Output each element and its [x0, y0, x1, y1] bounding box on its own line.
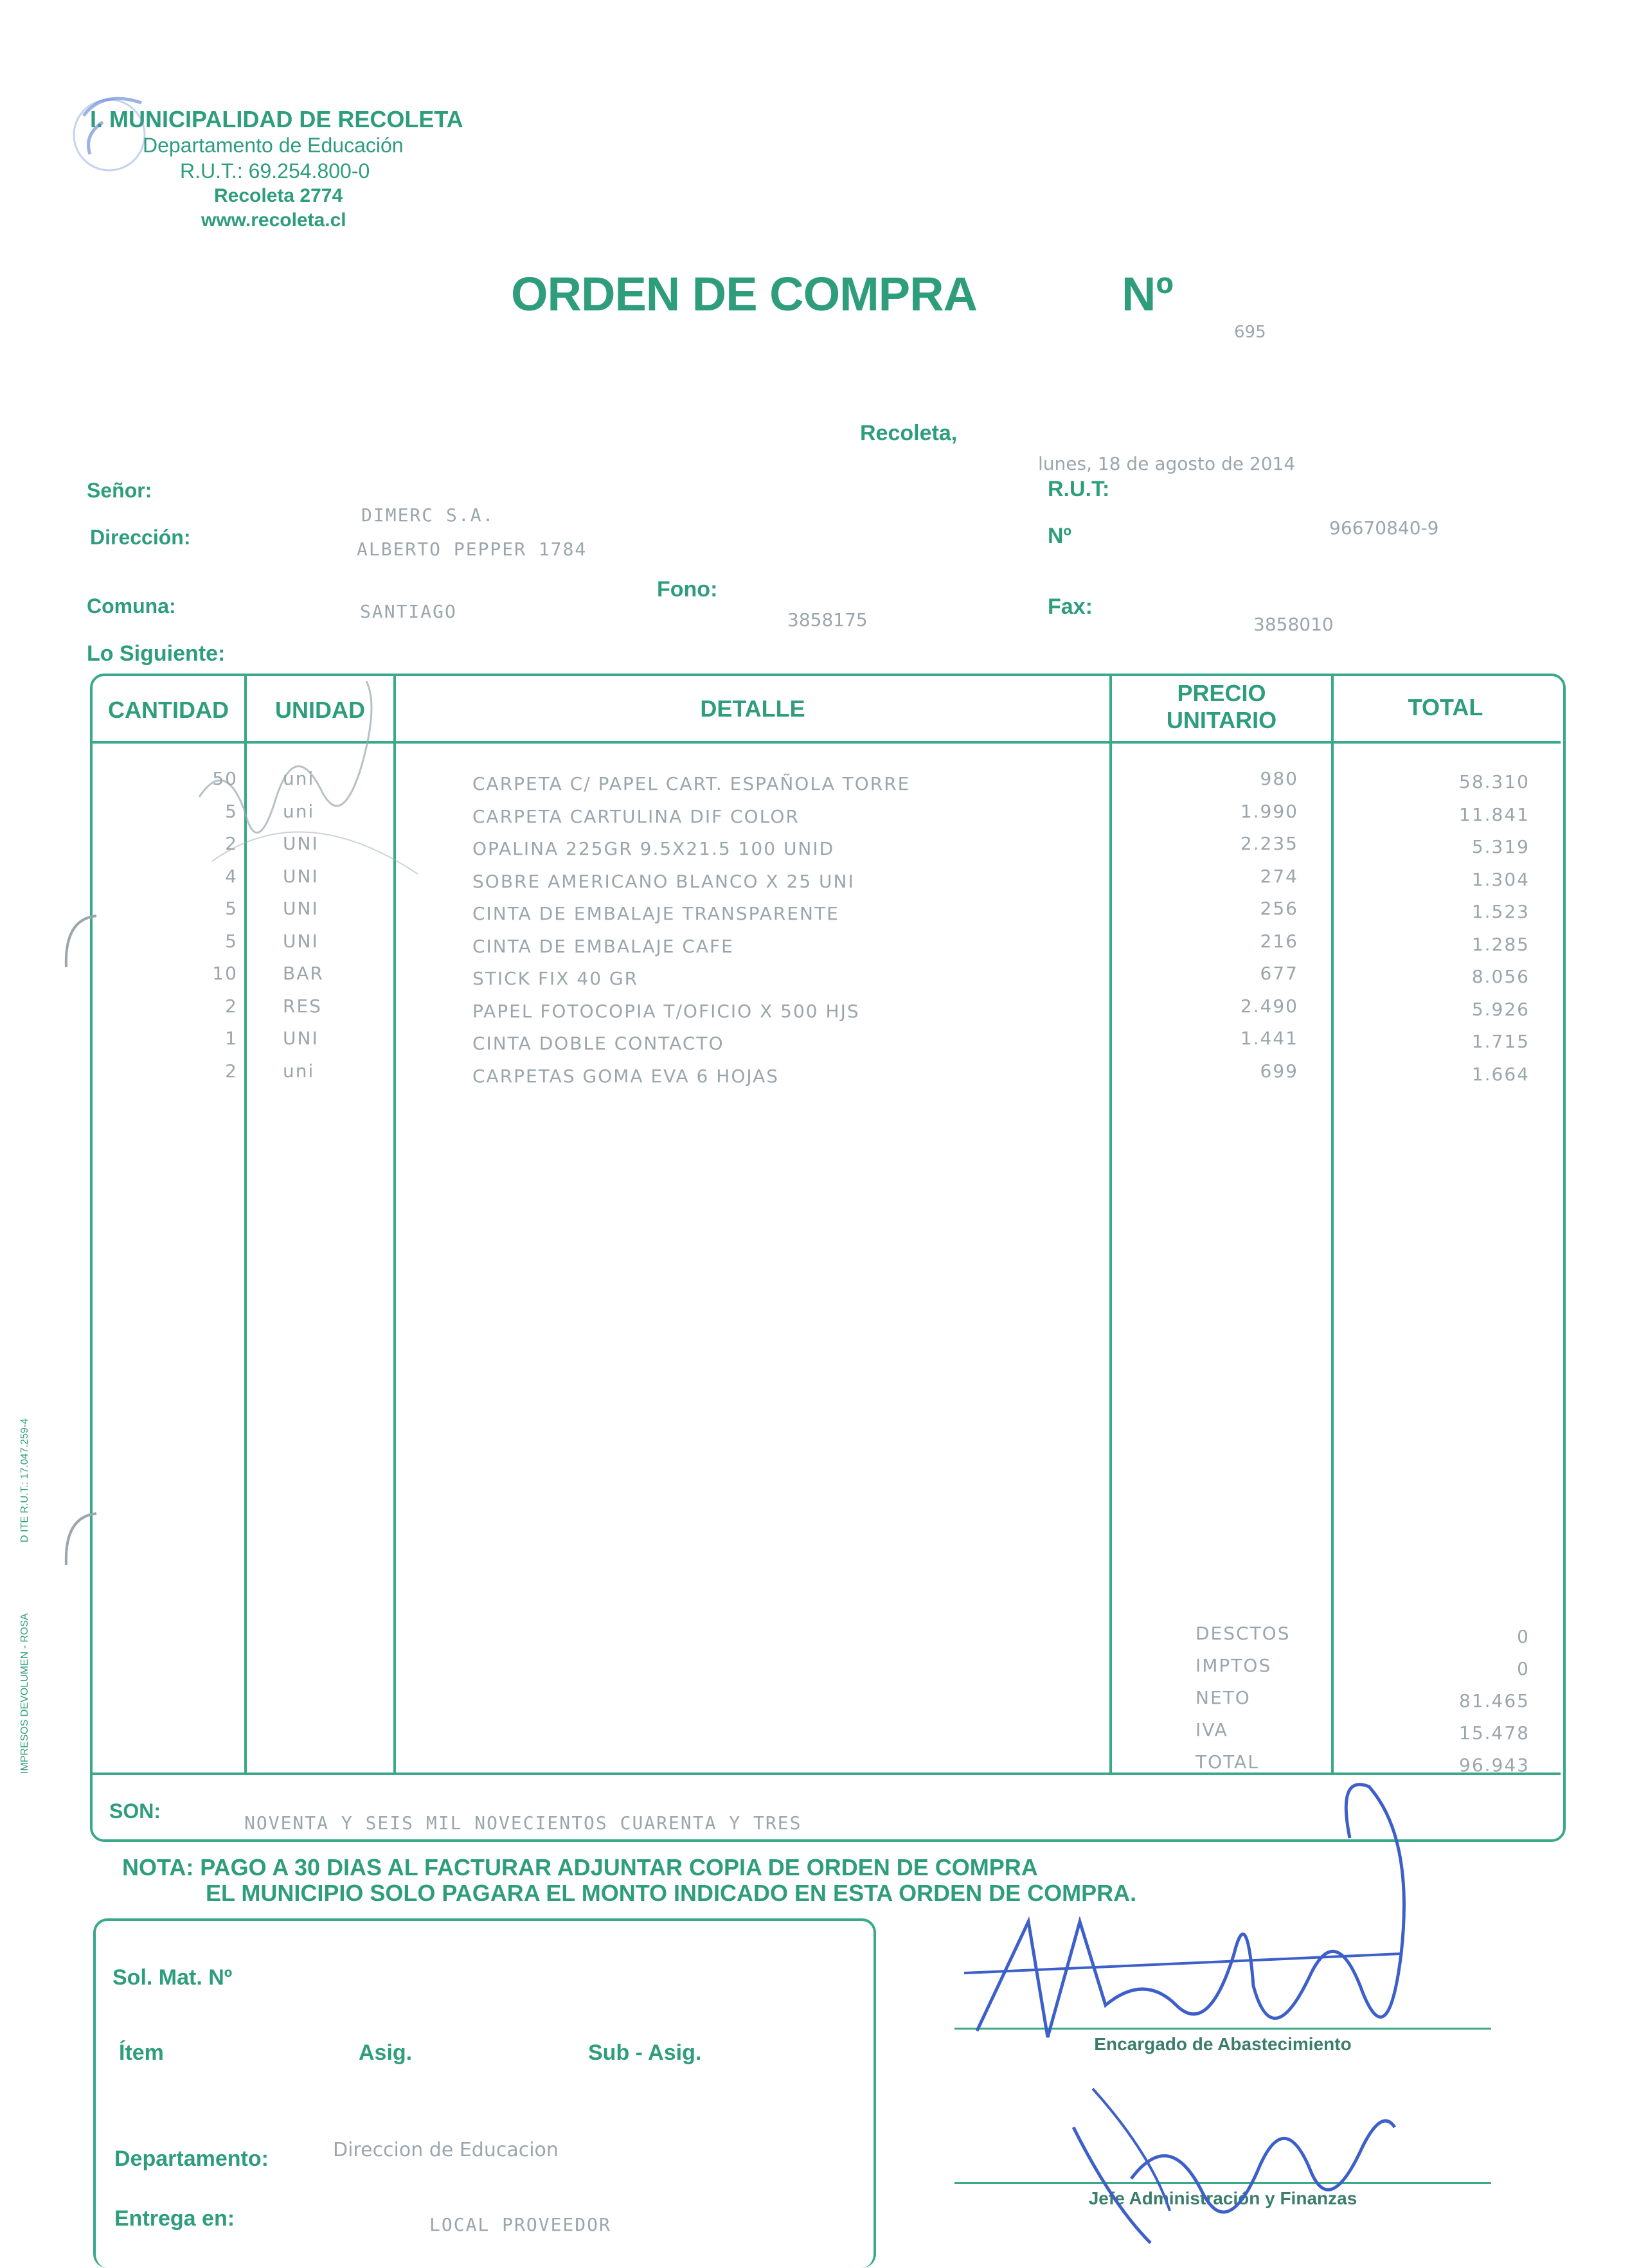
- item-total: 1.304: [1471, 869, 1530, 890]
- lo-siguiente-label: Lo Siguiente:: [87, 641, 226, 666]
- item-detalle: SOBRE AMERICANO BLANCO X 25 UNI: [472, 871, 855, 892]
- item-unidad: UNI: [283, 833, 319, 854]
- org-address: Recoleta 2774: [214, 185, 343, 206]
- department-name: Departamento de Educación: [143, 134, 404, 157]
- order-number-label: Nº: [1122, 267, 1174, 321]
- item-precio: 699: [1260, 1060, 1298, 1082]
- printer-side-rut: D ITE R.U.T.: 17.047.259-4: [19, 1418, 30, 1542]
- summary-label: NETO: [1196, 1687, 1251, 1708]
- item-total: 58.310: [1459, 771, 1530, 792]
- direccion-label: Dirección:: [90, 526, 191, 549]
- item-detalle: PAPEL FOTOCOPIA T/OFICIO X 500 HJS: [472, 1001, 860, 1022]
- item-detalle: CARPETA C/ PAPEL CART. ESPAÑOLA TORRE: [472, 773, 911, 794]
- item-cantidad: 50: [212, 768, 238, 789]
- departamento-value: Direccion de Educacion: [333, 2139, 559, 2161]
- handwritten-signature-1: [951, 1761, 1453, 2069]
- item-unidad: RES: [283, 996, 322, 1017]
- item-unidad: UNI: [283, 1028, 319, 1049]
- handwritten-signature-2: [1054, 2050, 1414, 2256]
- item-cantidad: 2: [225, 996, 238, 1017]
- item-total: 1.285: [1471, 934, 1530, 955]
- item-cantidad: 5: [225, 931, 238, 952]
- supplier-name: DIMERC S.A.: [361, 504, 495, 526]
- item-unidad: UNI: [283, 898, 319, 919]
- supplier-fax: 3858010: [1253, 614, 1334, 635]
- punch-hole-mark-2: [61, 1510, 100, 1568]
- item-total: 8.056: [1471, 966, 1530, 987]
- item-cantidad: 4: [225, 866, 238, 887]
- signature-title-2: Jefe Administración y Finanzas: [1088, 2188, 1357, 2208]
- summary-label: DESCTOS: [1196, 1623, 1291, 1644]
- summary-value: 15.478: [1459, 1722, 1530, 1744]
- header-total: TOTAL: [1408, 694, 1483, 720]
- item-unidad: BAR: [283, 963, 324, 984]
- item-unidad: uni: [283, 768, 315, 789]
- item-cantidad: 5: [225, 898, 238, 919]
- fax-label: Fax:: [1048, 594, 1093, 619]
- item-cantidad: 2: [225, 1060, 238, 1082]
- item-precio: 1.990: [1240, 801, 1298, 822]
- summary-value: 81.465: [1459, 1690, 1530, 1711]
- handwritten-initials: [174, 668, 443, 925]
- summary-label: IVA: [1196, 1719, 1228, 1740]
- summary-value: 0: [1517, 1626, 1530, 1647]
- order-number: 695: [1234, 323, 1266, 342]
- summary-value: 96.943: [1459, 1755, 1530, 1776]
- item-detalle: CINTA DE EMBALAJE CAFE: [472, 936, 734, 957]
- item-detalle: OPALINA 225GR 9.5X21.5 100 UNID: [472, 838, 835, 859]
- supplier-rut: 96670840-9: [1329, 517, 1439, 539]
- item-total: 11.841: [1459, 804, 1530, 825]
- item-cantidad: 5: [225, 801, 238, 822]
- rut-label: R.U.T:: [1048, 477, 1110, 501]
- item-cantidad: 1: [225, 1028, 238, 1049]
- rut-number-label: Nº: [1048, 524, 1071, 548]
- entrega-label: Entrega en:: [114, 2206, 235, 2231]
- item-total: 1.715: [1471, 1031, 1530, 1052]
- item-total: 5.319: [1471, 836, 1530, 857]
- senor-label: Señor:: [87, 479, 152, 502]
- item-detalle: CINTA DE EMBALAJE TRANSPARENTE: [472, 903, 839, 924]
- supplier-address: ALBERTO PEPPER 1784: [357, 539, 587, 560]
- item-unidad: UNI: [283, 931, 319, 952]
- printer-side-text: IMPRESOS DEVOLUMEN - ROSA: [19, 1613, 30, 1774]
- item-precio: 256: [1260, 898, 1298, 919]
- item-cantidad: 2: [225, 833, 238, 854]
- item-detalle: CINTA DOBLE CONTACTO: [472, 1033, 724, 1054]
- item-cantidad: 10: [212, 963, 238, 984]
- document-title: ORDEN DE COMPRA: [511, 267, 978, 321]
- nota-line-1: NOTA: PAGO A 30 DIAS AL FACTURAR ADJUNTAR COPIA DE ORDEN DE COMPRA: [122, 1854, 1038, 1880]
- header-precio-1: PRECIO: [1177, 680, 1266, 706]
- nota-line-2: EL MUNICIPIO SOLO PAGARA EL MONTO INDICADO EN ESTA ORDEN DE COMPRA.: [206, 1880, 1137, 1906]
- item-total: 1.664: [1471, 1064, 1530, 1085]
- item-detalle: CARPETAS GOMA EVA 6 HOJAS: [472, 1066, 780, 1087]
- item-precio: 2.235: [1240, 833, 1298, 854]
- org-name: I. MUNICIPALIDAD DE RECOLETA: [90, 106, 463, 132]
- header-detalle: DETALLE: [700, 695, 805, 722]
- item-unidad: UNI: [283, 866, 319, 887]
- fono-label: Fono:: [657, 577, 718, 602]
- header-precio-2: UNITARIO: [1166, 707, 1277, 733]
- asig-label: Asig.: [359, 2040, 413, 2065]
- item-label: Ítem: [119, 2040, 164, 2065]
- item-precio: 274: [1260, 866, 1298, 887]
- sol-mat-label: Sol. Mat. Nº: [112, 1965, 233, 1990]
- summary-label: TOTAL: [1196, 1751, 1259, 1772]
- item-unidad: uni: [283, 801, 315, 822]
- stamp-seal: [64, 77, 180, 193]
- supplier-fono: 3858175: [787, 609, 868, 630]
- departamento-label: Departamento:: [114, 2147, 269, 2171]
- item-precio: 980: [1260, 768, 1298, 789]
- comuna-label: Comuna:: [87, 594, 176, 618]
- order-date: lunes, 18 de agosto de 2014: [1038, 453, 1296, 474]
- header-cantidad: CANTIDAD: [108, 697, 229, 723]
- son-amount-words: NOVENTA Y SEIS MIL NOVECIENTOS CUARENTA Y TRES: [244, 1812, 802, 1834]
- col-divider-3: [1109, 676, 1112, 1773]
- entrega-value: LOCAL PROVEEDOR: [429, 2214, 611, 2235]
- sub-asig-label: Sub - Asig.: [588, 2040, 702, 2065]
- item-total: 1.523: [1471, 901, 1530, 922]
- signature-title-1: Encargado de Abastecimiento: [1094, 2034, 1352, 2054]
- org-website: www.recoleta.cl: [201, 210, 346, 231]
- header-unidad: UNIDAD: [275, 697, 365, 723]
- item-precio: 677: [1260, 963, 1298, 984]
- punch-hole-mark: [61, 913, 100, 970]
- item-precio: 2.490: [1240, 996, 1298, 1017]
- summary-value: 0: [1517, 1658, 1530, 1679]
- place-label: Recoleta,: [860, 421, 958, 445]
- item-unidad: uni: [283, 1060, 315, 1082]
- col-divider-4: [1331, 676, 1334, 1773]
- item-detalle: CARPETA CARTULINA DIF COLOR: [472, 806, 800, 827]
- son-label: SON:: [109, 1799, 161, 1823]
- org-rut: R.U.T.: 69.254.800-0: [180, 159, 370, 183]
- item-detalle: STICK FIX 40 GR: [472, 968, 639, 989]
- item-total: 5.926: [1471, 999, 1530, 1020]
- summary-label: IMPTOS: [1196, 1655, 1272, 1676]
- item-precio: 216: [1260, 931, 1298, 952]
- item-precio: 1.441: [1240, 1028, 1298, 1049]
- supplier-comuna: SANTIAGO: [360, 601, 457, 622]
